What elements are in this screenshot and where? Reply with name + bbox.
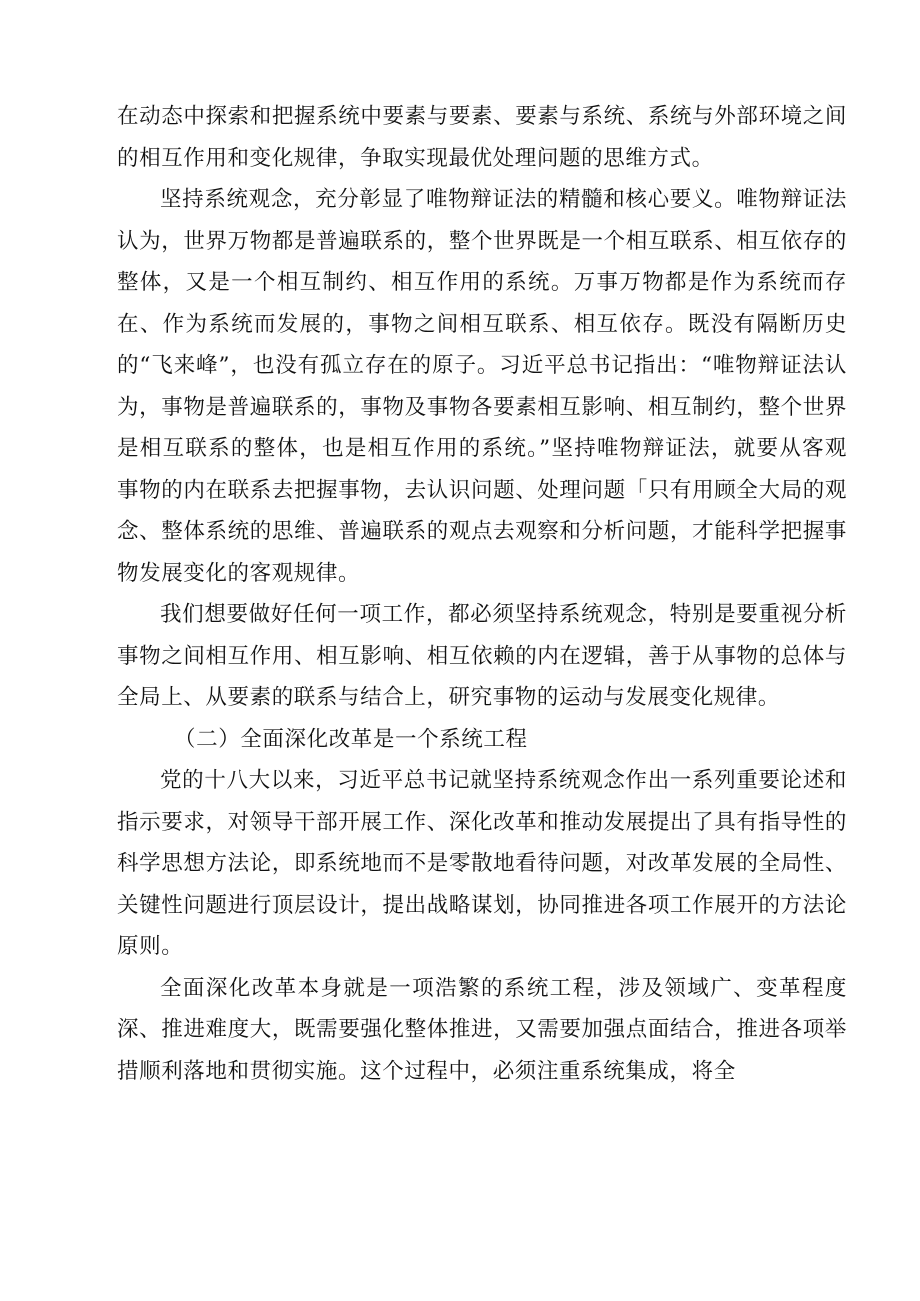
paragraph-work-principle: 我们想要做好任何一项工作，都必须坚持系统观念，特别是要重视分析事物之间相互作用、相互影响、相互依赖的内在逻辑，善于从事物的总体与全局上、从要素的联系与结合上，研究事物的运动与发展变化规律。 <box>117 602 847 710</box>
paragraph-deepening-reform: 全面深化改革本身就是一项浩繁的系统工程，涉及领域广、变革程度深、推进难度大，既需要强化整体推进，又需要加强点面结合，推进各项举措顺利落地和贯彻实施。这个过程中，必须注重系统集成，将全 <box>117 975 847 1084</box>
paragraph-continuation: 在动态中探索和把握系统中要素与要素、要素与系统、系统与外部环境之间的相互作用和变化规律，争取实现最优处理问题的思维方式。 <box>117 104 847 171</box>
section-heading: （二）全面深化改革是一个系统工程 <box>174 726 528 752</box>
paragraph-system-concept: 坚持系统观念，充分彰显了唯物辩证法的精髓和核心要义。唯物辩证法认为，世界万物都是普遍联系的，整个世界既是一个相互联系、相互依存的整体，又是一个相互制约、相互作用的系统。万事万物都是作为系统而存在、作为系统而发展的，事物之间相互联系、相互依存。既没有隔断历史的“飞来峰”，也没有孤立存在的原子。习近平总书记指出：“唯物辩证法认为，事物是普遍联系的，事物及事物各要素相互影响、相互制约，整个世界是相互联系的整体，也是相互作用的系统。”坚持唯物辩证法，就要从客观事物的内在联系去把握事物，去认识问题、处理问题「只有用顾全大局的观念、整体系统的思维、普遍联系的观点去观察和分析问题，才能科学把握事物发展变化的客观规律。 <box>117 187 847 586</box>
document-body <box>117 96 847 1092</box>
paragraph-since-18th-congress: 党的十八大以来，习近平总书记就坚持系统观念作出一系列重要论述和指示要求，对领导干部开展工作、深化改革和推动发展提出了具有指导性的科学思想方法论，即系统地而不是零散地看待问题，对改革发展的全局性、关键性问题进行顶层设计，提出战略谋划，协同推进各项工作展开的方法论原则。 <box>117 768 847 959</box>
